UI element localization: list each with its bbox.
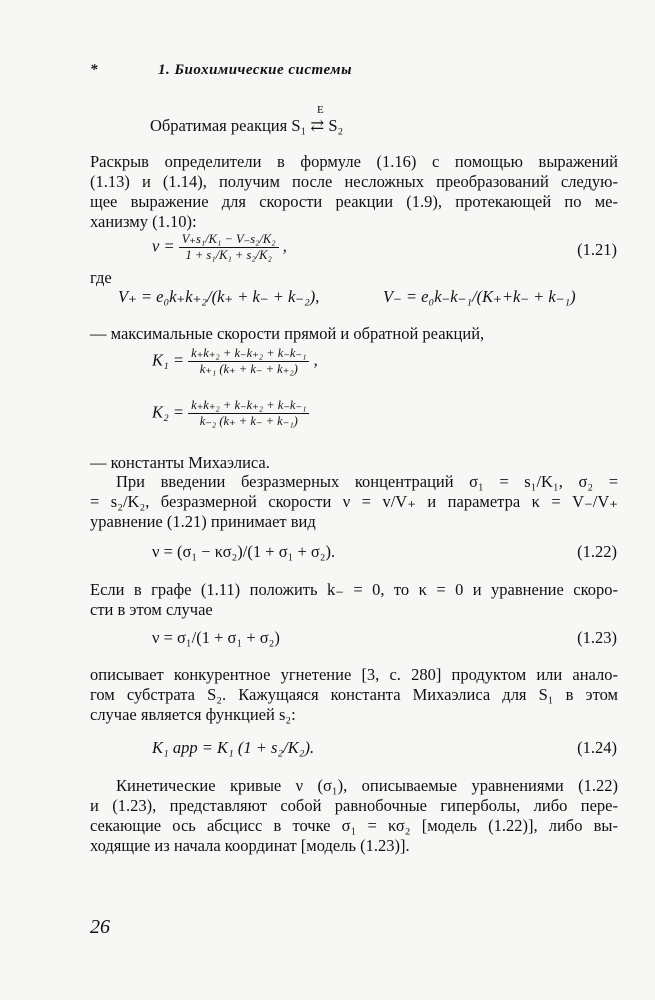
fraction	[179, 232, 279, 263]
paragraph-3	[90, 580, 618, 620]
michaelis-constants-text: — константы Михаэлиса.	[90, 453, 270, 472]
text-line: Раскрыв определители в формуле (1.16) с помощью выражений	[90, 152, 618, 171]
vminus-definition: V₋ = e₀k₋k₋₁/(K₊+k₋ + k₋₁)	[383, 287, 576, 306]
equation-number: (1.22)	[577, 542, 617, 561]
eq-lhs: v =	[152, 236, 175, 256]
fraction	[188, 346, 309, 377]
equation-1-22: ν = (σ₁ − κσ₂)/(1 + σ₁ + σ₂).	[152, 542, 336, 561]
eq-tail: ,	[282, 236, 287, 256]
text-line: ханизму (1.10):	[90, 212, 197, 231]
denominator: k₊₁ (k₊ + k₋ + k₊₂)	[199, 362, 298, 376]
text-line: (1.13) и (1.14), получим после несложных преобразований следую-	[90, 172, 618, 191]
paragraph-4	[90, 665, 618, 725]
text-line: ходящие из начала координат [модель (1.23)].	[90, 836, 410, 855]
numerator: k₊k₊₂ + k₋k₊₂ + k₋k₋₁	[188, 398, 309, 414]
max-rates-text: — максимальные скорости прямой и обратной реакций,	[90, 324, 485, 343]
denominator: 1 + s₁/K₁ + s₂/K₂	[185, 248, 272, 262]
text-line: = s₂/K₂, безразмерной скорости ν = v/V₊ и параметра κ = V₋/V₊	[90, 492, 618, 511]
equation-number: (1.23)	[577, 628, 617, 647]
equation-K2	[152, 398, 309, 429]
text-line: случае является функцией s₂:	[90, 705, 296, 724]
where-word: где	[90, 268, 112, 287]
numerator: k₊k₊₂ + k₋k₊₂ + k₋k₋₁	[188, 346, 309, 362]
text-line: При введении безразмерных концентраций σ₁ = s₁/K₁, σ₂ =	[116, 472, 618, 491]
text-line: описывает конкурентное угнетение [3, с. 280] продуктом или анало-	[90, 665, 618, 684]
arrow-enzyme-label: E	[317, 104, 324, 116]
equation-number: (1.24)	[577, 738, 617, 757]
paragraph-5	[90, 776, 618, 856]
paragraph-2	[90, 472, 618, 532]
text-line: и (1.23), представляют собой равнобочные гиперболы, либо пере-	[90, 796, 618, 815]
section-title: Обратимая реакция S₁ ⇄ S₂	[150, 116, 344, 135]
text-line: щее выражение для скорости реакции (1.9), протекающей по ме-	[90, 192, 618, 211]
vplus-definition: V₊ = e₀k₊k₊₂/(k₊ + k₋ + k₋₂),	[118, 287, 320, 306]
page-number: 26	[90, 916, 110, 938]
running-header: 1. Биохимические системы	[158, 62, 352, 78]
equation-1-23: ν = σ₁/(1 + σ₁ + σ₂)	[152, 628, 280, 647]
text-line: сти в этом случае	[90, 600, 213, 619]
fraction	[188, 398, 309, 429]
eq-lhs: K₂ =	[152, 402, 185, 422]
header-marker: *	[90, 62, 98, 78]
text-line: секающие ось абсцисс в точке σ₁ = κσ₂ [модель (1.22)], либо вы-	[90, 816, 618, 835]
equation-1-21	[152, 232, 287, 263]
denominator: k₋₂ (k₊ + k₋ + k₋₁)	[199, 414, 298, 428]
text-line: Кинетические кривые ν (σ₁), описываемые уравнениями (1.22)	[116, 776, 618, 795]
equation-K1	[152, 346, 318, 377]
equation-number: (1.21)	[577, 240, 617, 259]
numerator: V₊s₁/K₁ − V₋s₂/K₂	[179, 232, 279, 248]
text-line: гом субстрата S₂. Кажущаяся константа Михаэлиса для S₁ в этом	[90, 685, 618, 704]
eq-lhs: K₁ =	[152, 350, 185, 370]
text-line: Если в графе (1.11) положить k₋ = 0, то κ = 0 и уравнение скоро-	[90, 580, 618, 599]
eq-tail: ,	[313, 350, 318, 370]
equation-1-24: K₁ app = K₁ (1 + s₂/K₂).	[152, 738, 315, 757]
paragraph-1	[90, 152, 618, 232]
text-line: уравнение (1.21) принимает вид	[90, 512, 316, 531]
